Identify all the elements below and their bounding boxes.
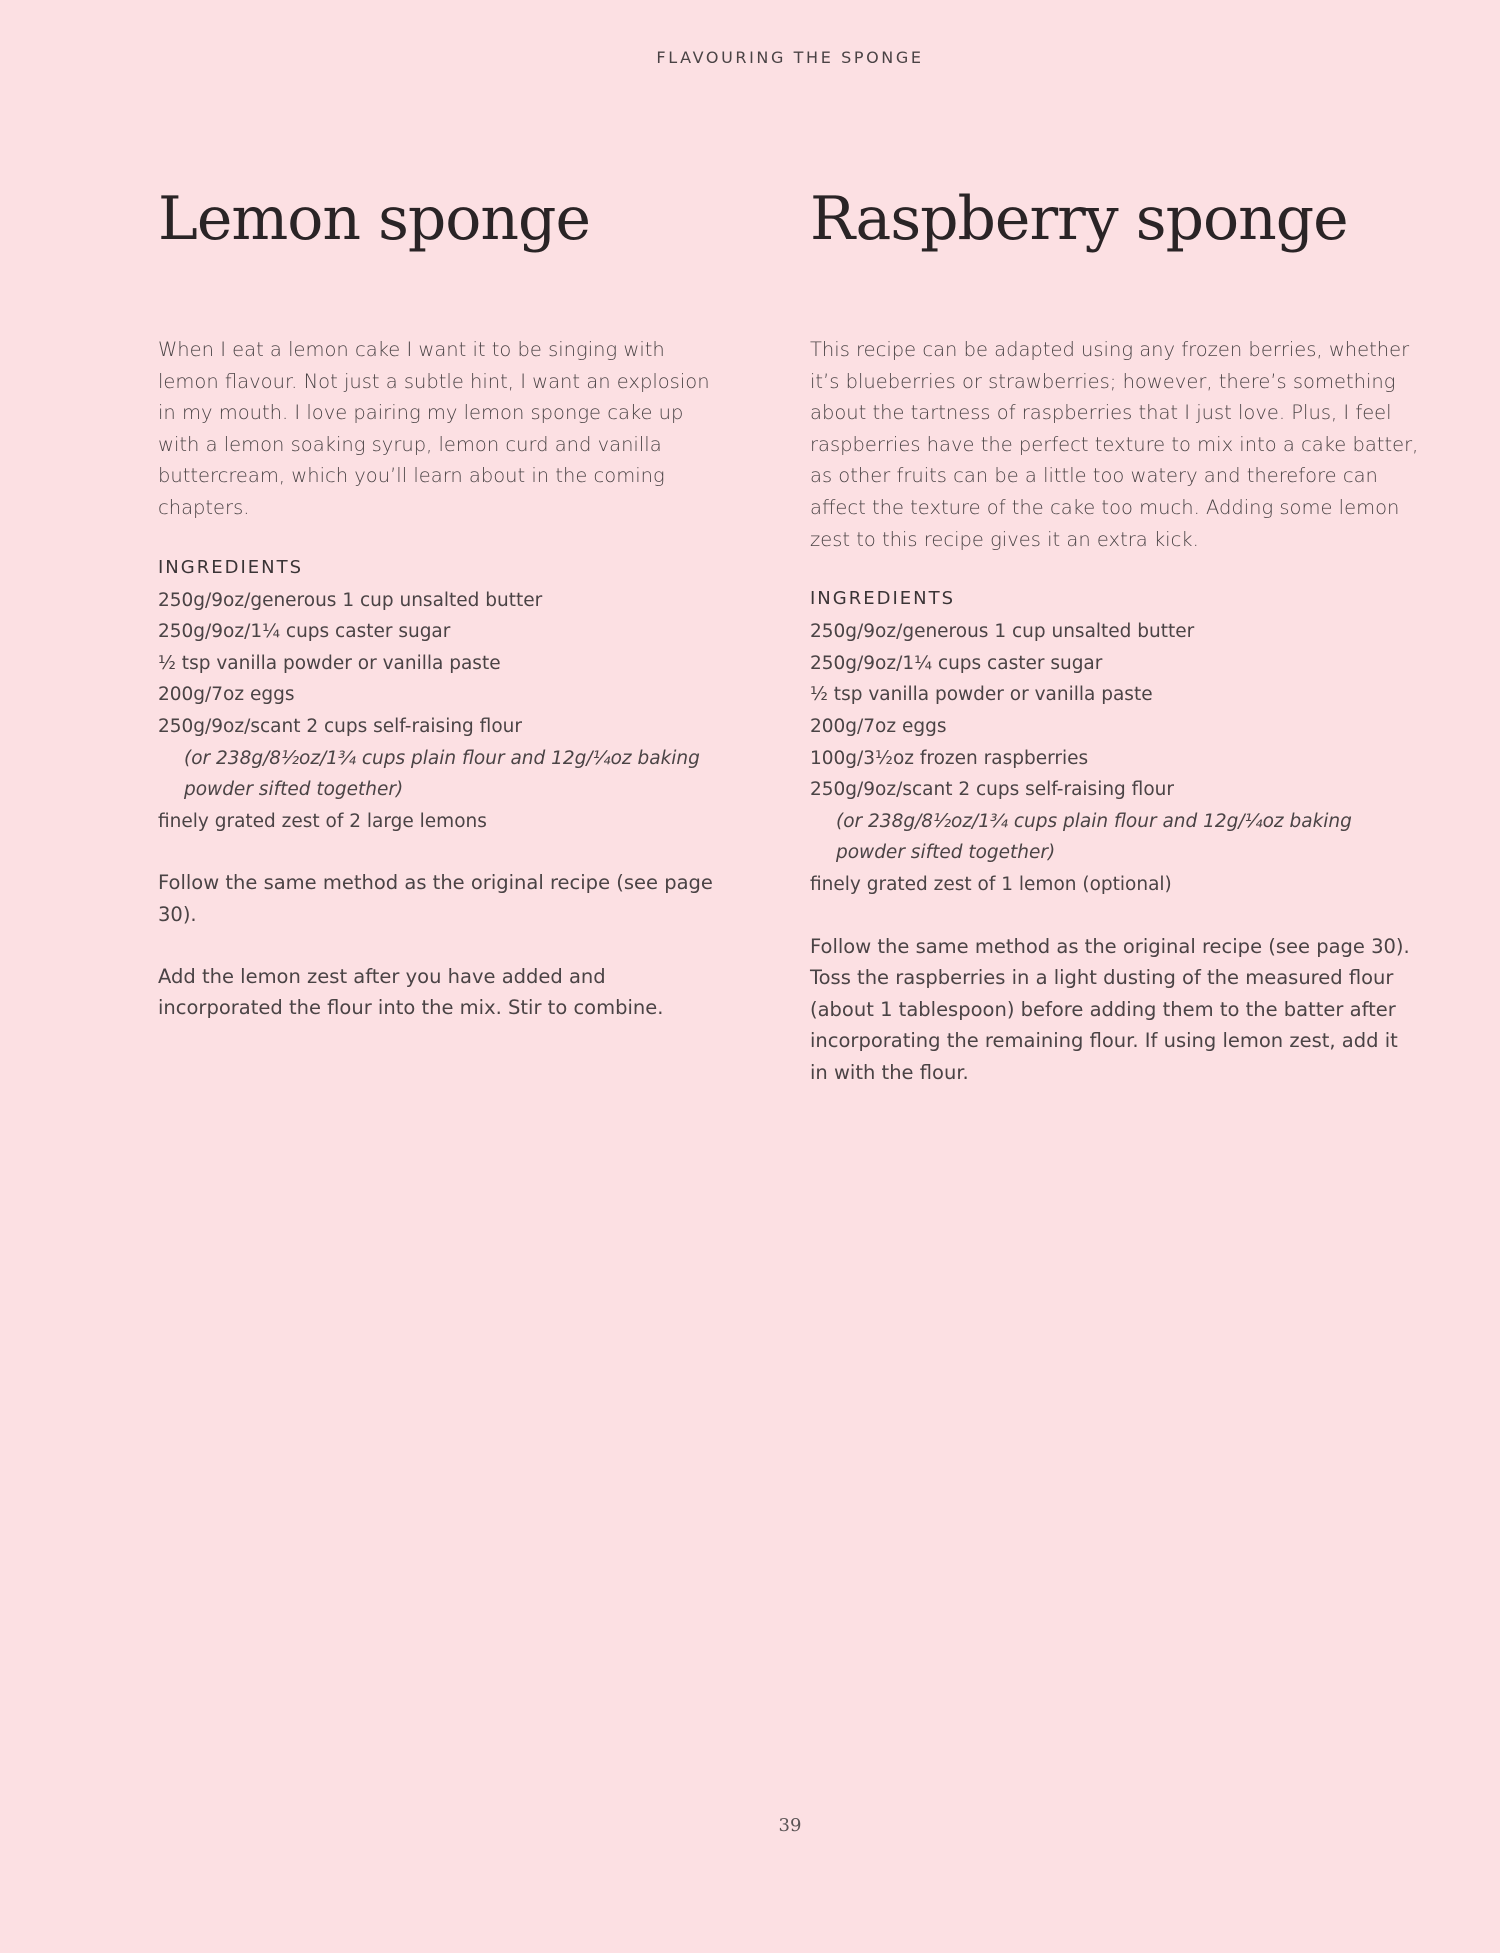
recipe-title: Lemon sponge <box>158 184 590 254</box>
ingredient-item: 250g/9oz/generous 1 cup unsalted butter <box>810 621 1195 643</box>
ingredient-item: 250g/9oz/generous 1 cup unsalted butter <box>158 589 543 611</box>
recipe-title: Raspberry sponge <box>810 184 1348 254</box>
ingredients-heading: INGREDIENTS <box>810 588 956 610</box>
method-paragraph: Add the lemon zest after you have added and incorporated the flour into the mix. Stir to combine. <box>158 964 664 1020</box>
ingredient-note: (or 238g/8½oz/1¾ cups plain flour and 12g/¼oz baking powder sifted together) <box>184 747 700 801</box>
running-head: FLAVOURING THE SPONGE <box>656 48 924 67</box>
ingredient-note: (or 238g/8½oz/1¾ cups plain flour and 12g/¼oz baking powder sifted together) <box>836 810 1352 864</box>
lemon-sponge-recipe <box>158 180 728 1024</box>
ingredient-item: ½ tsp vanilla powder or vanilla paste <box>810 684 1153 706</box>
ingredient-item: 250g/9oz/1¼ cups caster sugar <box>158 621 451 643</box>
ingredients-list <box>158 585 728 838</box>
ingredient-item: finely grated zest of 2 large lemons <box>158 810 487 832</box>
ingredient-item: 100g/3½oz frozen raspberries <box>810 747 1089 769</box>
ingredient-item: finely grated zest of 1 lemon (optional) <box>810 873 1172 895</box>
ingredient-item: 200g/7oz eggs <box>810 715 947 737</box>
ingredient-item: 250g/9oz/1¼ cups caster sugar <box>810 652 1103 674</box>
ingredient-item: ½ tsp vanilla powder or vanilla paste <box>158 652 501 674</box>
page-number: 39 <box>778 1815 802 1836</box>
method-paragraph: Follow the same method as the original recipe (see page 30). Toss the raspberries in a light dusting of the measured flour (about 1 tablespoon) before adding them to the batter after incorporating the remaining flour. If using lemon zest, add it in with the flour. <box>810 934 1410 1084</box>
recipe-intro: When I eat a lemon cake I want it to be singing with lemon flavour. Not just a subtle hint, I want an explosion in my mouth. I love pairing my lemon sponge cake up with a lemon soaking syrup, lemon curd and vanilla buttercream, which you’ll learn about in the coming chapters. <box>158 338 710 519</box>
method-paragraph: Follow the same method as the original recipe (see page 30). <box>158 871 713 926</box>
ingredient-item: 250g/9oz/scant 2 cups self-raising flour <box>810 779 1174 801</box>
ingredient-item: 200g/7oz eggs <box>158 684 295 706</box>
recipe-intro: This recipe can be adapted using any frozen berries, whether it’s blueberries or strawberries; however, there’s something about the tartness of raspberries that I just love. Plus, I feel raspberries have the perfect texture to mix into a cake batter, as other fruits can be a little too watery and therefore can affect the texture of the cake too much. Adding some lemon zest to this recipe gives it an extra kick. <box>810 338 1419 551</box>
ingredient-item: 250g/9oz/scant 2 cups self-raising flour <box>158 715 522 737</box>
ingredients-heading: INGREDIENTS <box>158 556 304 578</box>
ingredients-list <box>810 616 1420 900</box>
raspberry-sponge-recipe <box>810 180 1420 1088</box>
